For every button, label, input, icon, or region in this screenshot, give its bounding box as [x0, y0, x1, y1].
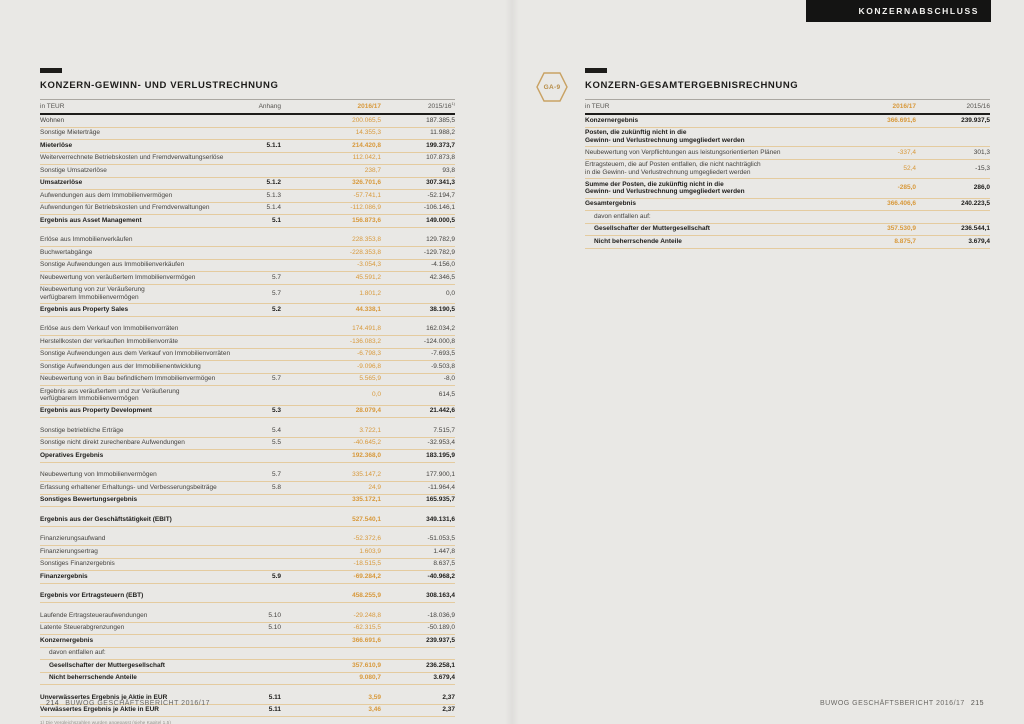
value-2016-17: 366.691,6	[887, 116, 916, 124]
row-label: Ergebnis vor Ertragsteuern (EBT)	[40, 592, 144, 600]
comprehensive-income-rows	[585, 115, 990, 249]
row-label: Gesellschafter der Muttergesellschaft	[594, 225, 710, 233]
anhang-reference: 5.9	[271, 572, 281, 580]
row-label: Weiterverrechnete Betriebskosten und Fremdverwaltungserlöse	[40, 154, 224, 162]
value-2016-17: 1.603,9	[359, 547, 381, 555]
value-2015-16: -18.036,9	[427, 611, 455, 619]
table-row	[40, 374, 455, 387]
table-row	[40, 115, 455, 128]
year-2016-17-header: 2016/17	[357, 103, 381, 110]
table-row	[40, 450, 455, 463]
table-row	[40, 260, 455, 273]
value-2016-17: 3,59	[368, 693, 381, 701]
value-2015-16: 3.679,4	[433, 674, 455, 682]
value-2016-17: -57.741,1	[353, 191, 381, 199]
value-2016-17: -40.645,2	[353, 439, 381, 447]
row-label: Wohnen	[40, 116, 65, 124]
row-label: davon entfallen auf:	[594, 212, 651, 220]
table-row	[585, 128, 990, 148]
value-2015-16: 38.190,5	[429, 305, 455, 313]
value-2015-16: -51.053,5	[427, 535, 455, 543]
value-2016-17: 156.873,6	[352, 216, 381, 224]
section-tab-label: KONZERNABSCHLUSS	[858, 6, 979, 16]
anhang-reference: 5.8	[271, 483, 281, 491]
table-row	[40, 165, 455, 178]
row-label-line: Summe der Posten, die zukünftig nicht in die	[585, 180, 724, 188]
value-2015-16: 107.873,8	[426, 154, 455, 162]
row-label: davon entfallen auf:	[49, 649, 106, 657]
row-label: Umsatzerlöse	[40, 179, 83, 187]
value-2015-16: -52.194,7	[427, 191, 455, 199]
value-2016-17: -337,4	[897, 148, 916, 156]
anhang-reference: 5.5	[271, 439, 281, 447]
table-row	[40, 470, 455, 483]
value-2015-16: -9.503,8	[431, 362, 455, 370]
value-2015-16: 1.447,8	[433, 547, 455, 555]
table-row	[40, 272, 455, 285]
row-label: Herstellkosten der verkauften Immobilienvorräte	[40, 337, 179, 345]
table-row	[40, 623, 455, 636]
value-2015-16: 349.131,6	[426, 515, 455, 523]
table-row	[40, 571, 455, 584]
value-2016-17: 52,4	[903, 164, 916, 172]
row-label: Neubewertung von Immobilienvermögen	[40, 471, 157, 479]
value-2016-17: 3,46	[368, 706, 381, 714]
row-label: Sonstige betriebliche Erträge	[40, 426, 124, 434]
table-row	[40, 336, 455, 349]
row-label: Aufwendungen aus dem Immobilienvermögen	[40, 191, 173, 199]
value-2015-16: -129.782,9	[423, 248, 455, 256]
value-2016-17: -112.086,9	[350, 204, 381, 212]
row-label: Aufwendungen für Betriebskosten und Fremdverwaltungen	[40, 204, 210, 212]
row-label: Mieterlöse	[40, 141, 73, 149]
value-2016-17: 366.406,6	[887, 200, 916, 208]
ga9-badge	[535, 70, 569, 104]
unit-header: in TEUR	[40, 103, 65, 110]
page-number-right: 215	[970, 700, 984, 707]
value-2015-16: 239.937,5	[961, 116, 990, 124]
value-2016-17: -9.096,8	[357, 362, 381, 370]
value-2016-17: -285,0	[897, 184, 916, 192]
value-2015-16: -50.189,0	[427, 624, 455, 632]
table-row	[40, 386, 455, 406]
anhang-reference: 5.11	[268, 693, 281, 701]
row-label: Neubewertung von veräußertem Immobilienvermögen	[40, 273, 196, 281]
value-2016-17: -228.353,8	[349, 248, 381, 256]
row-label: Latente Steuerabgrenzungen	[40, 624, 125, 632]
row-label-line: Gewinn- und Verlustrechnung umgegliedert werden	[585, 188, 745, 195]
value-2015-16: 301,3	[973, 148, 990, 156]
value-2015-16: 42.346,5	[429, 273, 455, 281]
table-row	[40, 660, 455, 673]
row-label-line: verfügbarem Immobilienvermögen	[40, 293, 139, 301]
table-row	[585, 211, 990, 224]
value-2015-16: -7.693,5	[431, 350, 455, 358]
value-2015-16: 149.000,5	[426, 216, 455, 224]
value-2016-17: 9.080,7	[359, 674, 381, 682]
value-2016-17: 24,9	[368, 483, 381, 491]
value-2016-17: -18.515,5	[353, 560, 381, 568]
row-label: Ergebnis aus der Geschäftstätigkeit (EBIT)	[40, 515, 172, 523]
row-label-line: Neubewertung von zur Veräußerung	[40, 286, 145, 293]
table-row	[585, 199, 990, 212]
value-2016-17: 366.691,6	[352, 636, 381, 644]
table-row	[40, 324, 455, 337]
value-2015-16: 286,0	[973, 184, 990, 192]
anhang-reference: 5.1.3	[266, 191, 281, 199]
value-2016-17: -136.083,2	[349, 337, 381, 345]
value-2015-16: 8.637,5	[433, 560, 455, 568]
row-label: Neubewertung von Verpflichtungen aus leistungsorientierten Plänen	[585, 148, 781, 156]
value-2016-17: 326.701,6	[352, 179, 381, 187]
table-row	[585, 147, 990, 160]
value-2015-16: 21.442,6	[429, 407, 455, 415]
section-tab	[806, 0, 991, 22]
row-label: Konzernergebnis	[40, 636, 94, 644]
value-2015-16: -15,3	[975, 164, 990, 172]
value-2015-16: 11.988,2	[430, 129, 455, 137]
income-statement-title: KONZERN-GEWINN- UND VERLUSTRECHNUNG	[40, 80, 279, 91]
table-row	[40, 203, 455, 216]
row-label: Sonstige Mieterträge	[40, 129, 100, 137]
table-row	[585, 115, 990, 128]
value-2015-16: 2,37	[442, 706, 455, 714]
anhang-reference: 5.7	[271, 289, 281, 297]
value-2016-17: 192.368,0	[352, 451, 381, 459]
value-2016-17: -52.372,6	[353, 535, 381, 543]
row-label: Operatives Ergebnis	[40, 451, 104, 459]
value-2016-17: 1.801,2	[359, 289, 381, 297]
value-2016-17: 200.065,5	[352, 116, 381, 124]
value-2015-16: 0,0	[445, 289, 455, 297]
value-2016-17: 0,0	[371, 391, 381, 399]
row-label	[40, 286, 241, 301]
anhang-reference: 5.4	[271, 426, 281, 434]
comprehensive-income-column-headers	[585, 99, 990, 115]
title-marker-bar	[40, 68, 62, 73]
value-2016-17: 458.255,9	[352, 592, 381, 600]
value-2015-16: 177.900,1	[426, 471, 455, 479]
value-2016-17: 3.722,1	[359, 426, 381, 434]
value-2016-17: 357.610,9	[352, 661, 381, 669]
value-2015-16: 162.034,2	[426, 325, 455, 333]
table-row	[40, 406, 455, 419]
footnote-marker: 1)	[451, 100, 455, 106]
table-row	[40, 591, 455, 604]
table-row	[40, 190, 455, 203]
value-2016-17: 5.565,9	[359, 375, 381, 383]
table-row	[40, 546, 455, 559]
value-2016-17: -69.284,2	[353, 572, 381, 580]
year-2016-17-header: 2016/17	[892, 103, 916, 110]
value-2015-16: -106.146,1	[423, 204, 455, 212]
value-2015-16: 3.679,4	[968, 237, 990, 245]
table-row	[40, 349, 455, 362]
row-label	[585, 161, 821, 176]
table-row	[40, 534, 455, 547]
table-row	[585, 179, 990, 199]
value-2015-16: 183.195,9	[426, 451, 455, 459]
value-2016-17: 8.875,7	[894, 237, 916, 245]
anhang-header: Anhang	[258, 103, 281, 110]
row-label-line: Ergebnis aus veräußertem und zur Veräußerung	[40, 387, 180, 395]
table-row	[40, 514, 455, 527]
value-2016-17: 357.530,9	[887, 225, 916, 233]
value-2015-16: 199.373,7	[426, 141, 455, 149]
value-2016-17: -3.054,3	[357, 261, 381, 269]
value-2016-17: -6.798,3	[357, 350, 381, 358]
row-label: Sonstige Aufwendungen aus der Immobilienentwicklung	[40, 362, 201, 370]
value-2015-16: 236.544,1	[961, 225, 990, 233]
value-2016-17: 112.042,1	[352, 154, 381, 162]
value-2015-16: 7.515,7	[433, 426, 455, 434]
value-2015-16: 93,8	[442, 166, 455, 174]
footnote: 1) Die Vergleichszahlen wurden angepasst (siehe Kapitel 1.5)	[40, 721, 171, 724]
page-number-left: 214	[46, 700, 60, 707]
row-label: Ergebnis aus Asset Management	[40, 216, 142, 224]
row-label: Neubewertung von in Bau befindlichem Immobilienvermögen	[40, 375, 216, 383]
table-row	[40, 559, 455, 572]
footer-right	[820, 700, 990, 707]
value-2015-16: -124.000,8	[423, 337, 455, 345]
value-2015-16: -4.156,0	[431, 261, 455, 269]
table-row	[40, 648, 455, 661]
value-2015-16: -32.953,4	[427, 439, 455, 447]
row-label	[40, 388, 241, 403]
row-label: Sonstiges Finanzergebnis	[40, 560, 115, 568]
table-row	[40, 178, 455, 191]
table-row	[40, 215, 455, 228]
value-2016-17: 45.591,2	[355, 273, 381, 281]
value-2015-16: 308.163,4	[426, 592, 455, 600]
income-statement-page	[40, 68, 455, 724]
footer-left	[40, 700, 210, 707]
footer-right-text: BUWOG GESCHÄFTSBERICHT 2016/17	[820, 700, 965, 707]
value-2016-17: -29.248,8	[353, 611, 381, 619]
value-2016-17: 214.420,8	[352, 141, 381, 149]
anhang-reference: 5.3	[271, 407, 281, 415]
value-2015-16: 240.223,5	[961, 200, 990, 208]
value-2015-16: 129.782,9	[426, 236, 455, 244]
row-label: Ergebnis aus Property Development	[40, 407, 152, 415]
row-label-line: verfügbarem Immobilienvermögen	[40, 395, 139, 402]
row-label-line: in die Gewinn- und Verlustrechnung umgegliedert werden	[585, 168, 751, 176]
table-row	[40, 610, 455, 623]
row-label: Gesellschafter der Muttergesellschaft	[49, 661, 165, 669]
row-label: Erfassung erhaltener Erhaltungs- und Verbesserungsbeiträge	[40, 483, 217, 491]
row-label: Unverwässertes Ergebnis je Aktie in EUR	[40, 693, 168, 701]
value-2015-16: -8,0	[443, 375, 455, 383]
comprehensive-income-page	[543, 68, 990, 249]
row-label-line: Ertragsteuern, die auf Posten entfallen, die nicht nachträglich	[585, 161, 761, 168]
row-label: Sonstige nicht direkt zurechenbare Aufwendungen	[40, 439, 185, 447]
table-row	[40, 247, 455, 260]
row-label: Sonstiges Bewertungsergebnis	[40, 496, 138, 504]
row-label: Buchwertabgänge	[40, 248, 93, 256]
table-row	[40, 482, 455, 495]
year-2015-16-header	[381, 100, 455, 110]
value-2016-17: 335.147,2	[352, 471, 381, 479]
anhang-reference: 5.1.4	[266, 204, 281, 212]
anhang-reference: 5.7	[271, 471, 281, 479]
value-2016-17: -62.315,5	[353, 624, 381, 632]
value-2015-16: -11.964,4	[428, 483, 455, 491]
row-label: Verwässertes Ergebnis je Aktie in EUR	[40, 706, 159, 714]
row-label: Nicht beherrschende Anteile	[49, 674, 137, 682]
ga9-badge-label: GA-9	[543, 83, 561, 91]
row-label: Erlöse aus dem Verkauf von Immobilienvorräten	[40, 325, 179, 333]
unit-header: in TEUR	[585, 103, 610, 110]
row-label: Gesamtergebnis	[585, 200, 636, 208]
row-label-line: Posten, die zukünftig nicht in die	[585, 129, 687, 136]
value-2015-16: 187.385,5	[426, 116, 455, 124]
footer-left-text: BUWOG GESCHÄFTSBERICHT 2016/17	[65, 700, 210, 707]
anhang-reference: 5.7	[271, 375, 281, 383]
year-2015-16-header: 2015/16	[966, 103, 990, 110]
row-label: Sonstige Aufwendungen aus dem Verkauf von Immobilienvorräten	[40, 350, 231, 358]
row-label: Erlöse aus Immobilienverkäufen	[40, 236, 133, 244]
value-2016-17: 44.338,1	[355, 305, 381, 313]
anhang-reference: 5.1.1	[266, 141, 281, 149]
table-row	[40, 304, 455, 317]
anhang-reference: 5.1.2	[266, 179, 281, 187]
anhang-reference: 5.1	[271, 216, 281, 224]
row-label: Finanzierungsaufwand	[40, 535, 106, 543]
row-label: Nicht beherrschende Anteile	[594, 237, 682, 245]
value-2016-17: 174.491,8	[352, 325, 381, 333]
row-label	[585, 129, 821, 144]
anhang-reference: 5.10	[268, 611, 281, 619]
year-2015-16-label: 2015/16	[427, 103, 452, 110]
income-statement-rows	[40, 115, 455, 717]
value-2016-17: 335.172,1	[352, 496, 381, 504]
title-marker-bar	[585, 68, 607, 73]
income-statement-column-headers	[40, 99, 455, 115]
table-row	[40, 140, 455, 153]
table-row	[585, 224, 990, 237]
row-label: Finanzergebnis	[40, 572, 88, 580]
row-label-line: Gewinn- und Verlustrechnung umgegliedert werden	[585, 136, 745, 144]
row-label: Laufende Ertragsteueraufwendungen	[40, 611, 148, 619]
table-row	[40, 361, 455, 374]
table-row	[585, 236, 990, 249]
table-row	[40, 673, 455, 686]
value-2015-16: 614,5	[438, 391, 455, 399]
row-label: Konzernergebnis	[585, 116, 639, 124]
value-2015-16: 236.258,1	[426, 661, 455, 669]
anhang-reference: 5.10	[268, 624, 281, 632]
table-row	[40, 495, 455, 508]
value-2015-16: 239.937,5	[426, 636, 455, 644]
table-row	[585, 160, 990, 180]
value-2015-16: 2,37	[442, 693, 455, 701]
row-label	[585, 181, 821, 196]
table-row	[40, 285, 455, 305]
row-label: Ergebnis aus Property Sales	[40, 305, 129, 313]
row-label: Finanzierungsertrag	[40, 547, 98, 555]
comprehensive-income-title: KONZERN-GESAMTERGEBNISRECHNUNG	[585, 80, 799, 91]
value-2015-16: 165.935,7	[426, 496, 455, 504]
value-2016-17: 228.353,8	[352, 236, 381, 244]
table-row	[40, 235, 455, 248]
value-2016-17: 28.079,4	[355, 407, 381, 415]
table-row	[40, 153, 455, 166]
table-row	[40, 635, 455, 648]
anhang-reference: 5.11	[268, 706, 281, 714]
anhang-reference: 5.2	[271, 305, 281, 313]
value-2016-17: 238,7	[364, 166, 381, 174]
page-fold-shadow	[505, 0, 519, 724]
anhang-reference: 5.7	[271, 273, 281, 281]
value-2015-16: 307.341,3	[426, 179, 455, 187]
value-2016-17: 14.355,3	[355, 129, 381, 137]
row-label: Sonstige Aufwendungen aus Immobilienverkäufen	[40, 261, 185, 269]
row-label: Sonstige Umsatzerlöse	[40, 166, 107, 174]
value-2015-16: -40.968,2	[427, 572, 455, 580]
table-row	[40, 128, 455, 141]
table-row	[40, 438, 455, 451]
table-row	[40, 425, 455, 438]
value-2016-17: 527.540,1	[352, 515, 381, 523]
